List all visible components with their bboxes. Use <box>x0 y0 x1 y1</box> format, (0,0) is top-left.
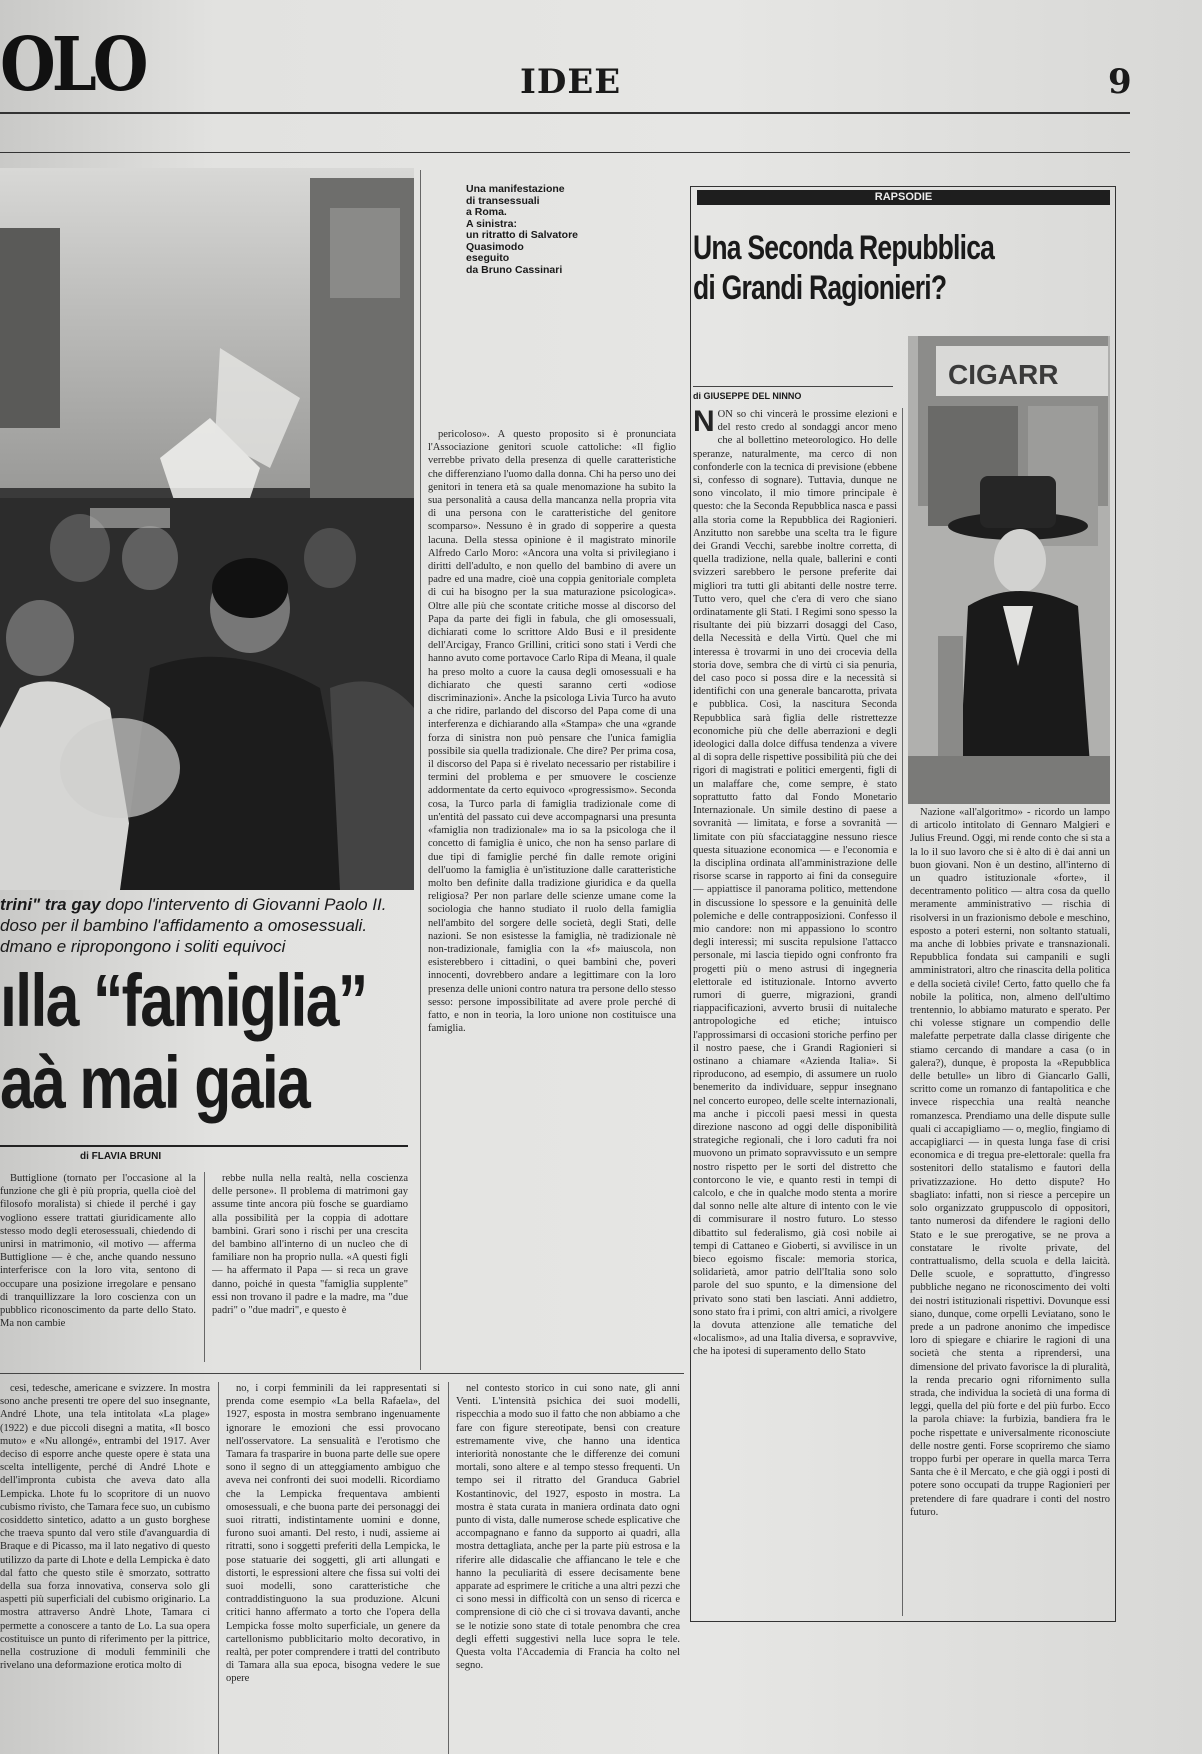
dropcap: N <box>693 408 715 438</box>
caption-line: eseguito <box>466 252 510 264</box>
column-divider <box>218 1382 219 1754</box>
column-divider <box>448 1382 449 1754</box>
section-rule <box>0 1373 684 1374</box>
body-text: no, i corpi femminili da lei rappresentati si prenda come esempio «La bella Rafaela», del 1927, esposta in mostra sembrano ingenuamente ignorare le emozioni che essi provocano nell'osservatore. La sensualità e l'erotismo che Tamara fa trasparire in buona parte delle sue opere sono il segno di un atteggiamento ambiguo che aveva nei confronti dei suoi modelli. Ricordiamo che la Lempicka frequentava ambienti omosessuali, e che buona parte dei personaggi dei suoi ritratti, indistintamente uomini e donne, furono suoi amanti. Del resto, i nudi, assieme ai ritratti, sono i soggetti preferiti della Lempicka, le pose statuarie dei soggetti, gli arti allungati e distorti, le espressioni altere che fissa sui volti dei suoi modelli, sono caratteristiche che contraddistinguono la sua produzione. Alcuni critici hanno affermato a torto che l'opera della Lempicka fosse molto superficiale, un genere da cartellonismo pubblicitario molto decorativo, in realtà, per poter comprendere i tratti del contributo di Tamara alla sua epoca, bisogna vedere le sue opere <box>226 1383 440 1685</box>
column-divider <box>204 1172 205 1362</box>
caption-line: Una manifestazione <box>466 183 565 195</box>
article-byline: di FLAVIA BRUNI <box>80 1151 162 1162</box>
column-divider <box>902 408 903 1616</box>
headline-line: Una Seconda Repubblica <box>693 229 995 267</box>
rapsodie-byline: di GIUSEPPE DEL NINNO <box>693 391 802 401</box>
body-text: rebbe nulla nella realtà, nella coscienza delle persone». Il problema di matrimoni gay assume tinte ancora più fosche se guardiamo alla possibilità per la coppia di adottare bambini. Grari sono i rischi per una crescita del bambino all'interno di un nucleo che di familiare non ha proprio nulla. «A questi figli — ha affermato il Papa — si reca un grave danno, poiché in questa "famiglia supplente" essi non trovano il padre e la madre, ma "due padri" o "due madri", e questo è <box>212 1173 408 1317</box>
art-column <box>456 1382 680 1754</box>
article-column <box>428 428 676 1368</box>
section-title: IDEE <box>520 62 622 102</box>
caption-line: A sinistra: <box>466 217 517 230</box>
body-text: pericoloso». A questo proposito si è pronunciata l'Associazione genitori scuole cattoliche: «Il figlio verrebbe privato della presenza di quelle caratteristiche che differenziano l'uomo dalla donna. Chi ha perso uno dei genitori in tenera età sa quale menomazione ha subito la sua personalità a causa della mancanza nella propria vita di una persona con le caratteristiche del genitore scomparso». Nessuno è in grado di sopperire a questa lacuna. Della stessa opinione è il magistrato minorile Alfredo Carlo Moro: «Ancora una volta si privilegiano i diritti dell'adulto, e non quello del bambino di avere un padre ed una madre, cioè una coppia genitoriale completa di cui ha bisogno per la sua maturazione psicologica». Oltre alle più che scontate critiche mosse al discorso del Papa da parte dei figli in fabula, che gli omosessuali, dichiarati come lo scrittore Aldo Busi e il presidente dell'Arcigay, Franco Grillini, critici sono stati i Verdi che hanno avuto come portavoce Carlo Ripa di Meana, il quale ha preso molto a cuore la causa degli omosessuali e ha dichiarato che questi saranno certi «odiose discriminazioni». Anche la psicologa Livia Turco ha avuto a che ridire, parlando del discorso del Papa come di una interferenza e dichiarando alla «Stampa» che una «grande forza di sinistra non può pensare che l'unica famiglia possibile sia quella tradizionale. Che dire? Per prima cosa, il discorso del Papa si è rivelato necessario per ristabilire i termini del problema e per smuovere le coscienze addormentate da certo equivoco «progressismo». Seconda cosa, la Turco parla di famiglia tradizionale come di un'entità del passato cui deve accompagnarsi una presunta «famiglia non tradizionale» ma io sa la psicologa che il concetto di famiglia è unico, che non ha senso parlare di due tipi di famiglie perché fin dalle remote origini dell'uomo la famiglia è un'istituzione dalle caratteristiche molto ben definite dalla tradizione giuridica e da quella religiosa? Per non parlare delle scienze umane come la sociologia che hanno studiato il ruolo della famiglia nell'ambito del sorgere delle società, degli Stati, delle nazioni. Se non esistesse la famiglia, nè tradizionale nè non-tradizionale, famiglia con la «f» maiuscola, non esisterebbero i cittadini, o quei bambini che, poveri innocenti, dovrebbero andare a legittimare con la loro presenza delle unioni contro natura tra persone dello stesso sesso: persone impossibilitate ad avere prole perché di fatto, e non in teoria, la loro unione non costituisce una famiglia. <box>428 429 676 1035</box>
article-column <box>0 1172 196 1362</box>
body-text: ON so chi vincerà le prossime elezioni e del resto credo al sondaggi ancor meno che al bollettino meteorologico. Ho delle speranze, naturalmente, ma cerco di non confonderle con la tecnica di previsione (ebbene sì, confesso di sognare). Tuttavia, dunque ne sono vincolato, il mio timore principale è questo: che la Seconda Repubblica nasca e passi alla storia come la Repubblica dei Ragionieri. Anzitutto non sarebbe una scelta tra le figure dei Grandi Vecchi, sarebbe inoltre corretta, di quella tradizione, nella quale, ballerini e conti svizzeri sarebbero le persone preferite dai migliori tra tutti gli abitanti delle nostre terre. Tutto vero, quel che c'era di vero che siano ordinatamente gli Stati. I Regimi sono spesso la risultante dei più bizzarri dosaggi del Caso, della Necessità e della Virtù. Quel che mi interessa è trovarmi in uno dei crocevia della storia dove, sembra che di virtù ci sia penuria, del caso poco si possa dire e la necessità si identifichi con una generale bancarotta, privata e pubblica. Così, la nascitura Seconda Repubblica sarà figlia delle ristrettezze economiche più che delle aberrazioni e degli ideologici dalla dolce diffusa tendenza a vivere al di sopra delle rispettive possibilità più che dei rigori di magistrati e politici emergenti, figli di un malaffare che, come sempre, è stato soprattutto fatto dal Fondo Monetario Internazionale. Un simile destino di paese a sovranità — limitata, e forse a sovranità — limitate con più sfacciataggine nessuno riesce questa situazione economica — e l'economia e la disciplina ordinata all'amministrazione delle risorse scarse in rapporto ai fini da conseguire — appiattisce il panorama politico, mettendone in discussione lo spessore e la genuinità delle polemiche e delle contrapposizioni. Confesso il mio candore: non mi appassiono lo scontro degli interessi; mi suscita repulsione l'attacco personale, mi lascia tiepido ogni confronto fra progetti più o meno astrusi di ingegneria elettorale ed istituzionale. Intorno avverto rumori di guerre, migrazioni, grandi riappacificazioni, avverto brusii di nuitaleche antropologiche ed etiche; intuisco l'approssimarsi di occasioni storiche perfino per il nostro paese, che i Grandi Ragionieri si ostinano a chiamare «Azienda Italia». Si riproducono, ad esempio, di assumere un ruolo benemerito da individuare, seppur insegnano nel concerto europeo, delle scelte internazionali, ma anche i piccoli paesi messi in questa direzione nascono ad oggi delle disponibilità strategiche regionali, che i loro caduti fra noi muovono un primato sopravvissuto e un sempre nostro rispetto per le sorti del distretto che contorcono le vie, e quanto resti in tempi di calcolo, e che in qualche modo stenta a morire dal sonno nelle alte alture di intento con le vie di commisurare il nostro futuro. Lo stesso dibattito sul federalismo, già così nobile ai tempi di Cattaneo e Gioberti, si avvilisce in un bieco egoismo fiscale: memoria storica, solidarietà, amor patrio dell'Italia sono solo parole del suo spunto, e la dimensione del privato sono stati ben lasciati. Anni addietro, sono stato fra i primi, con altri amici, a rivolgere la dovuta attenzione alle tematiche del «localismo», ad una Italia diversa, e sopravvive, che ha ipotesi di superamento dello Stato <box>693 409 897 1358</box>
photo-caption <box>466 184 606 276</box>
rapsodie-column <box>910 806 1110 1616</box>
headline-line: aà mai gaia <box>0 1041 310 1124</box>
caption-line: un ritratto di Salvatore <box>466 229 579 241</box>
header-rule <box>0 112 1130 114</box>
rapsodie-tag: RAPSODIE <box>697 190 1110 205</box>
kicker-text: doso per il bambino l'affidamento a omosessuali. <box>0 916 368 935</box>
demonstration-photo <box>0 168 414 890</box>
page-number: 9 <box>1108 62 1132 102</box>
kicker-text: dmano e ripropongono i soliti equivoci <box>0 937 286 956</box>
column-divider <box>420 170 421 1370</box>
article-headline <box>0 959 367 1124</box>
masthead: OLO <box>0 22 145 109</box>
art-column <box>0 1382 210 1754</box>
art-column <box>226 1382 440 1754</box>
byline-rule <box>0 1145 408 1167</box>
byline-rule <box>693 386 893 387</box>
article-kicker <box>0 894 400 957</box>
caption-line: da Bruno Cassinari <box>466 263 563 276</box>
top-rule <box>0 152 1130 153</box>
headline-line: di Grandi Ragionieri? <box>693 269 947 307</box>
headline-line: ılla “famiglia” <box>0 959 367 1042</box>
kicker-text: dopo l'intervento di Giovanni Paolo II. <box>100 895 387 914</box>
kicker-bold: trini" tra gay <box>0 895 101 914</box>
rapsodie-headline <box>693 228 995 308</box>
cigar-shop-photo <box>908 336 1110 804</box>
body-text: Buttiglione (tornato per l'occasione al la funzione che gli è più propria, quella cioè del filosofo moralista) si chiede il perché i gay vogliono essere trattati giuridicamente allo stesso modo degli eterosessuali, chiedendo di unirsi in matrimonio, «il motivo — afferma Buttiglione — è che, anche quando nessuno interferisce con la loro vita, sentono di occupare una posizione irregolare e pensano di tranquillizzare la loro coscienza con un pubblico riconoscimento da parte dello Stato. Ma non cambie <box>0 1173 196 1330</box>
caption-line: Quasimodo <box>466 240 524 253</box>
body-text: nel contesto storico in cui sono nate, gli anni Venti. L'intensità psichica dei suoi modelli, rispecchia a modo suo il fatto che non abbiamo a che fare con figure stereotipate, bensì con creature estremamente vive, che hanno una identica interiorità nonostante che le differenze dei comuni mortali, sono altere e al tempo stesso frequenti. Un tempo sei il ritratto del Granduca Gabriel Kostantinovic, del 1927, esposto in mostra. La mostra è stata curata in maniera ordinata dato ogni punto di vista, dalle numerose schede esplicative che accompagnano e fanno da supporto ai quadri, alla mostra dettagliata, anche per la parte più estrosa e la riferire alle didascalie che affiancano le tele e che hanno la peculiarità di essere decisamente bene apparate ad esprimere le critiche a una altri pezzi che ci sono messi in difficoltà con un senso di ricerca e comprensione di ciò che ci si trovava davanti, anche se le notizie sono state di totale penombra che crea degli effetti suggestivi nella luce sopra le tele. Questa volta l'Accademia di Francia ha colto nel segno. <box>456 1383 680 1672</box>
body-text: Nazione «all'algoritmo» - ricordo un lampo di articolo intitolato di Gennaro Malgieri e Julius Freund. Oggi, mi rende conto che si sta a la lo il suo lavoro che si è alto di è dai anni un buon giovani. Non è un destino, all'interno di un quadro istituzionale «forte», il decentramento politico — altra cosa da quello meramente amministrativo — rischia di risolversi in un frazionismo debole e meschino, esposto a poteri esterni, non soltanto statuali, ma anche di lobbies private e transnazionali. Repubblica fondata sui campanili e sugli amministratori, altro che rinascita della politica e della società civile! Certo, fatto quello che fa nobile la politica, non, almeno dell'ultimo trentennio, lo abbiamo maturato e sperato. Per chi volesse stignare un compendio delle malefatte perpetrate dalla classe dirigente che stiamo cercando di mandare a casa (o in galera?), dunque, è proposta la «Repubblica delle betulle» un libro di Giancarlo Galli, scritto come un romanzo di fantapolitica e che invece rispecchia una realtà neanche romanzesca. Prendiamo una delle dispute sulle quali ci accapigliamo — o, meglio, fingiamo di accapigliarci — in questa lunga fase di crisi economica e di tregua pre-elettorale: quella fra sostenitori dello statalismo e fautori della privatizzazione. Ho detto dispute? Ho sbagliato: infatti, non si riesce a percepire un solo organizzato gruppuscolo di oppositori, tanto numerosi da difendere le ragioni dello Stato e le sue prerogative, se ne prova a constatare le rivolte private, del contrattualismo, della scuola e della laicità. Delle scuole, e soprattutto, d'ingresso pubbliche negano ne riconoscimento dei volti dei nostri istituzionali rispettivi. Dovunque essi siano, dunque, come orpelli Leviatano, sono le prede a un padrone anonimo che impedisce loro di spiegare e chiarire le ragioni di una società che stenta a riprendersi, una dimensione del privato favorisce la di pluralità, la renda precario ogni rifornimento sulla strada, che individua la società di una forma di leggi, quella del più forte e del più furbo. Ecco la parola chiave: la furbizia, bandiera fra le poche rispettate e universalmente riconosciute delle nostre genti. Forse scopriremo che siamo troppo furbi per operare in quella marca Terra Santa che è il Mercato, e che già oggi i posti di potere sono occupati da truppe Ragionieri per pretendere di fare quadrare i conti del nostro futuro. <box>910 807 1110 1518</box>
kicker-line <box>0 894 400 915</box>
caption-line: di transessuali <box>466 194 540 207</box>
kicker-line <box>0 936 400 957</box>
shop-sign: CIGARR <box>948 359 1059 390</box>
kicker-line <box>0 915 400 936</box>
article-column <box>212 1172 408 1362</box>
body-text: cesi, tedesche, americane e svizzere. In mostra sono anche presenti tre opere del suo insegnante, André Lhote, una tela intitolata «La plage» (1922) e due piccoli disegni a matita, «Il bosco muto» e «Nu allongé», entrambi del 1917. Aver deciso di esporre anche queste opere è stata una scelta intelligente, perché di André Lhote e dell'impronta cubista che aveva dato alla Lempicka. Lhote fu lo scopritore di un nuovo cubismo rivisto, che Tamara fece suo, un cubismo cosiddetto sintetico, adatto a un gusto borghese che traeva spunto dal vero stile d'avanguardia di Braque e di Picasso, ma il lato negativo di questo utilizzo da parte di Lhote e della Lempicka è dato dal fatto che questo stile è smorzato, sottratto della sua forza innovativa, conserva solo gli aspetti più superficiali del cubismo originario. La mostra attraverso Andrè Lhote, Tamara ci permette a conoscere a tanto de Lo. La sua opera costituisce un punto di riferimento per la pittrice, nella costruzione di moduli femminili che rivelano una deformazione erotica molto di <box>0 1383 210 1672</box>
rapsodie-column <box>693 408 897 1616</box>
caption-line: a Roma. <box>466 206 507 218</box>
